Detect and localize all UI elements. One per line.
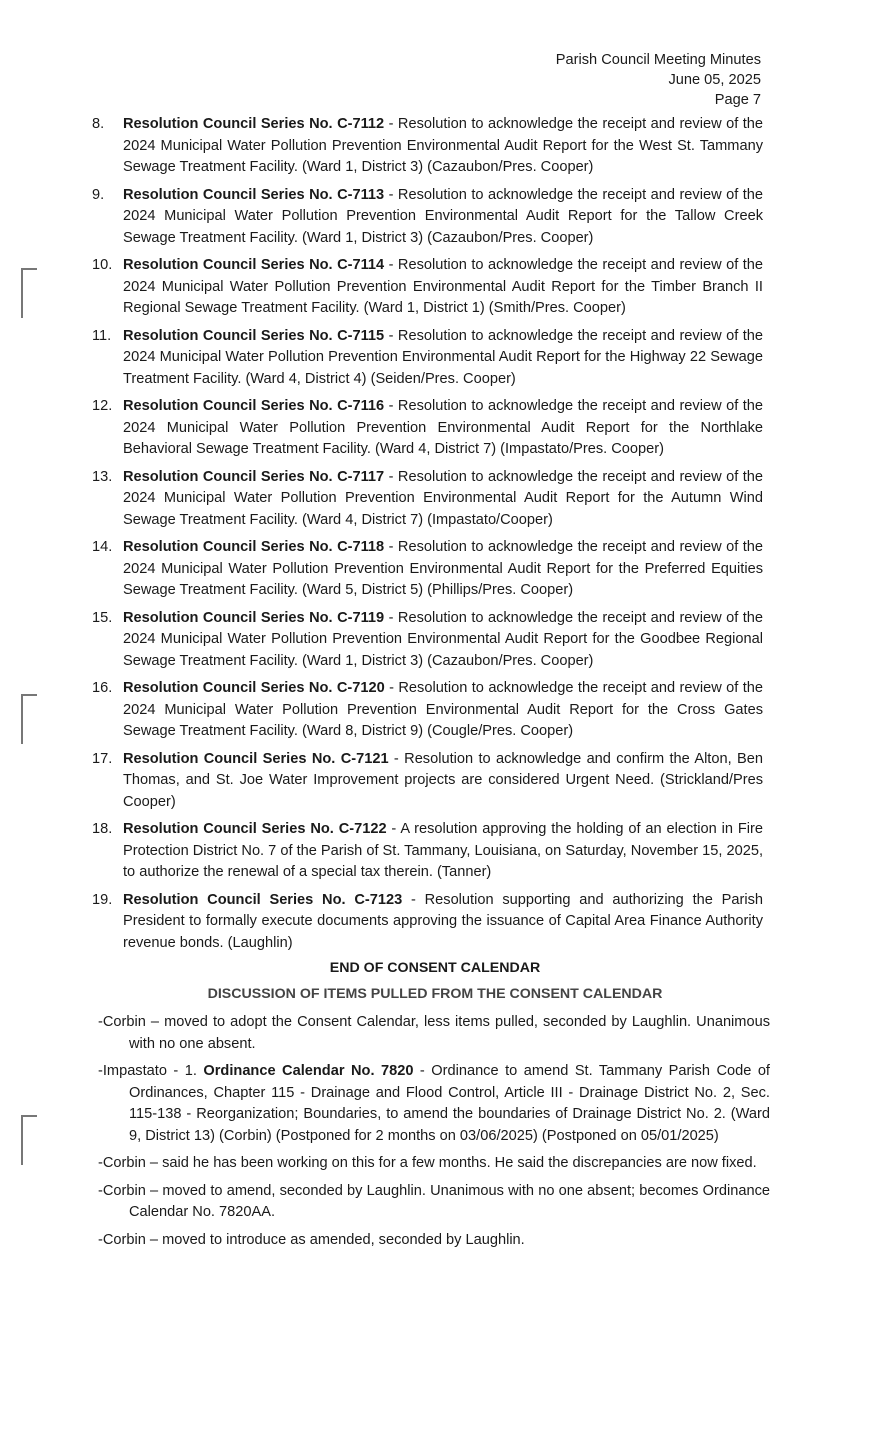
paragraph-text: -Corbin – moved to introduce as amended, seconded by Laughlin. <box>98 1231 525 1248</box>
item-number: 14. <box>92 539 113 555</box>
end-consent-heading: END OF CONSENT CALENDAR <box>329 960 541 976</box>
paragraph-text: -Corbin – said he has been working on this for a few months. He said the discrepancies are now fixed. <box>98 1155 757 1171</box>
paragraph-body <box>98 1153 770 1175</box>
item-title: Resolution Council Series No. C-7123 <box>123 891 403 908</box>
item-number: 12. <box>92 398 113 414</box>
item-text: - Resolution to acknowledge the receipt and review of the 2024 Municipal Water Pollution Prevention Environmental Audit Report for the Cross Gates Sewage Treatment Facility. (Ward 8, District 9) (Cougle/Pres. Cooper) <box>123 680 763 739</box>
item-text: - Resolution to acknowledge the receipt and review of the 2024 Municipal Water Pollution Prevention Environmental Audit Report for the Autumn Wind Sewage Treatment Facility. (Ward 4, District 7) (Impastato/Cooper) <box>123 468 763 528</box>
item-text: - Resolution supporting and authorizing the Parish President to formally execute documents approving the issuance of Capital Area Finance Authority revenue bonds. (Laughlin) <box>123 891 763 951</box>
resolution-item <box>0 819 763 884</box>
item-number: 17. <box>92 750 113 767</box>
item-text: - Resolution to acknowledge and confirm the Alton, Ben Thomas, and St. Joe Water Improvement projects are considered Urgent Need. (Strickland/Pres Cooper) <box>123 750 763 810</box>
resolution-item <box>0 608 763 673</box>
item-title: Resolution Council Series No. C-7120 <box>123 680 385 696</box>
paragraph-text: -Corbin – moved to amend, seconded by Laughlin. Unanimous with no one absent; becomes Ordinance Calendar No. 7820AA. <box>98 1182 770 1220</box>
item-title: Resolution Council Series No. C-7115 <box>123 327 385 344</box>
discussion-paragraph <box>0 1012 870 1055</box>
item-title: Resolution Council Series No. C-7113 <box>123 186 385 203</box>
paragraph-body <box>98 1012 770 1055</box>
header-date: June 05, 2025 <box>668 72 761 88</box>
resolution-item <box>0 678 763 743</box>
discussion-heading: DISCUSSION OF ITEMS PULLED FROM THE CONSENT CALENDAR <box>207 986 663 1002</box>
resolution-item <box>0 537 763 602</box>
item-number: 18. <box>92 821 113 837</box>
discussion-paragraph <box>0 1230 870 1252</box>
item-title: Resolution Council Series No. C-7114 <box>123 257 385 273</box>
item-text: - Resolution to acknowledge the receipt and review of the 2024 Municipal Water Pollution Prevention Environmental Audit Report for the Timber Branch II Regional Sewage Treatment Facility. (Ward 1, District 1) (Smith/Pres. Cooper) <box>123 257 763 316</box>
item-number: 15. <box>92 609 113 626</box>
item-text: - Resolution to acknowledge the receipt and review of the 2024 Municipal Water Pollution Prevention Environmental Audit Report for the Tallow Creek Sewage Treatment Facility. (Ward 1, District 3) (Cazaubon/Pres. Cooper) <box>123 186 763 246</box>
paragraph-text: -Impastato - 1. <box>98 1063 204 1079</box>
resolution-item <box>0 255 763 320</box>
item-text: - Resolution to acknowledge the receipt and review of the 2024 Municipal Water Pollution Prevention Environmental Audit Report for the Northlake Behavioral Sewage Treatment Facility. (Ward 4, District 7) (Impastato/Pres. Cooper) <box>123 398 763 457</box>
resolution-item <box>0 396 763 461</box>
resolution-item <box>0 467 763 532</box>
item-text: - A resolution approving the holding of an election in Fire Protection District No. 7 of the Parish of St. Tammany, Louisiana, on Saturday, November 15, 2025, to authorize the renewal of a special tax therein. (Tanner) <box>123 821 764 880</box>
paragraph-text: -Corbin – moved to adopt the Consent Calendar, less items pulled, seconded by Laughlin. Unanimous with no one absent. <box>98 1014 770 1052</box>
item-title: Resolution Council Series No. C-7116 <box>123 398 385 414</box>
item-text: - Resolution to acknowledge the receipt and review of the 2024 Municipal Water Pollution Prevention Environmental Audit Report for the Goodbee Regional Sewage Treatment Facility. (Ward 1, District 3) (Cazaubon/Pres. Cooper) <box>123 609 763 669</box>
discussion-paragraph <box>0 1181 870 1224</box>
item-text: - Resolution to acknowledge the receipt and review of the 2024 Municipal Water Pollution Prevention Environmental Audit Report for the West St. Tammany Sewage Treatment Facility. (Ward 1, District 3) (Cazaubon/Pres. Cooper) <box>123 116 763 175</box>
paragraph-bold-ref: Ordinance Calendar No. 7820 <box>203 1063 414 1079</box>
item-title: Resolution Council Series No. C-7119 <box>123 609 385 626</box>
discussion-paragraph <box>0 1061 870 1147</box>
paragraph-body <box>98 1061 770 1147</box>
item-number: 8. <box>92 116 105 132</box>
item-number: 19. <box>92 891 113 908</box>
header-page-number: Page 7 <box>714 92 761 108</box>
item-number: 11. <box>92 327 112 344</box>
page-header <box>556 50 761 110</box>
resolution-item <box>0 749 763 814</box>
paragraph-body <box>98 1230 770 1252</box>
item-title: Resolution Council Series No. C-7117 <box>123 468 385 485</box>
paragraph-body <box>98 1181 770 1224</box>
item-title: Resolution Council Series No. C-7121 <box>123 750 389 767</box>
resolution-item <box>0 114 763 179</box>
paragraph-text-cont: - Ordinance to amend St. Tammany Parish Code of Ordinances, Chapter 115 - Drainage and Flood Control, Article III - Drainage District No. 2, Sec. 115-138 - Reorganization; Boundaries, to amend the boundaries of Drainage District No. 2. (Ward 9, District 13) (Corbin) (Postponed for 2 months on 03/06/2025) (Postponed on 05/01/2025) <box>129 1063 770 1144</box>
resolution-item <box>0 185 763 250</box>
item-title: Resolution Council Series No. C-7112 <box>123 116 385 132</box>
discussion-paragraph <box>0 1153 870 1175</box>
consent-calendar-list <box>0 114 870 1257</box>
item-title: Resolution Council Series No. C-7118 <box>123 539 385 555</box>
item-title: Resolution Council Series No. C-7122 <box>123 821 387 837</box>
resolution-item <box>0 326 763 391</box>
item-text: - Resolution to acknowledge the receipt and review of the 2024 Municipal Water Pollution Prevention Environmental Audit Report for the Highway 22 Sewage Treatment Facility. (Ward 4, District 4) (Seiden/Pres. Cooper) <box>123 327 763 387</box>
header-title: Parish Council Meeting Minutes <box>555 52 761 68</box>
item-number: 10. <box>92 257 113 273</box>
item-text: - Resolution to acknowledge the receipt and review of the 2024 Municipal Water Pollution Prevention Environmental Audit Report for the Preferred Equities Sewage Treatment Facility. (Ward 5, District 5) (Phillips/Pres. Cooper) <box>123 539 763 598</box>
resolution-item <box>0 890 763 955</box>
item-number: 9. <box>92 186 105 203</box>
item-number: 16. <box>92 680 113 696</box>
item-number: 13. <box>92 468 113 485</box>
